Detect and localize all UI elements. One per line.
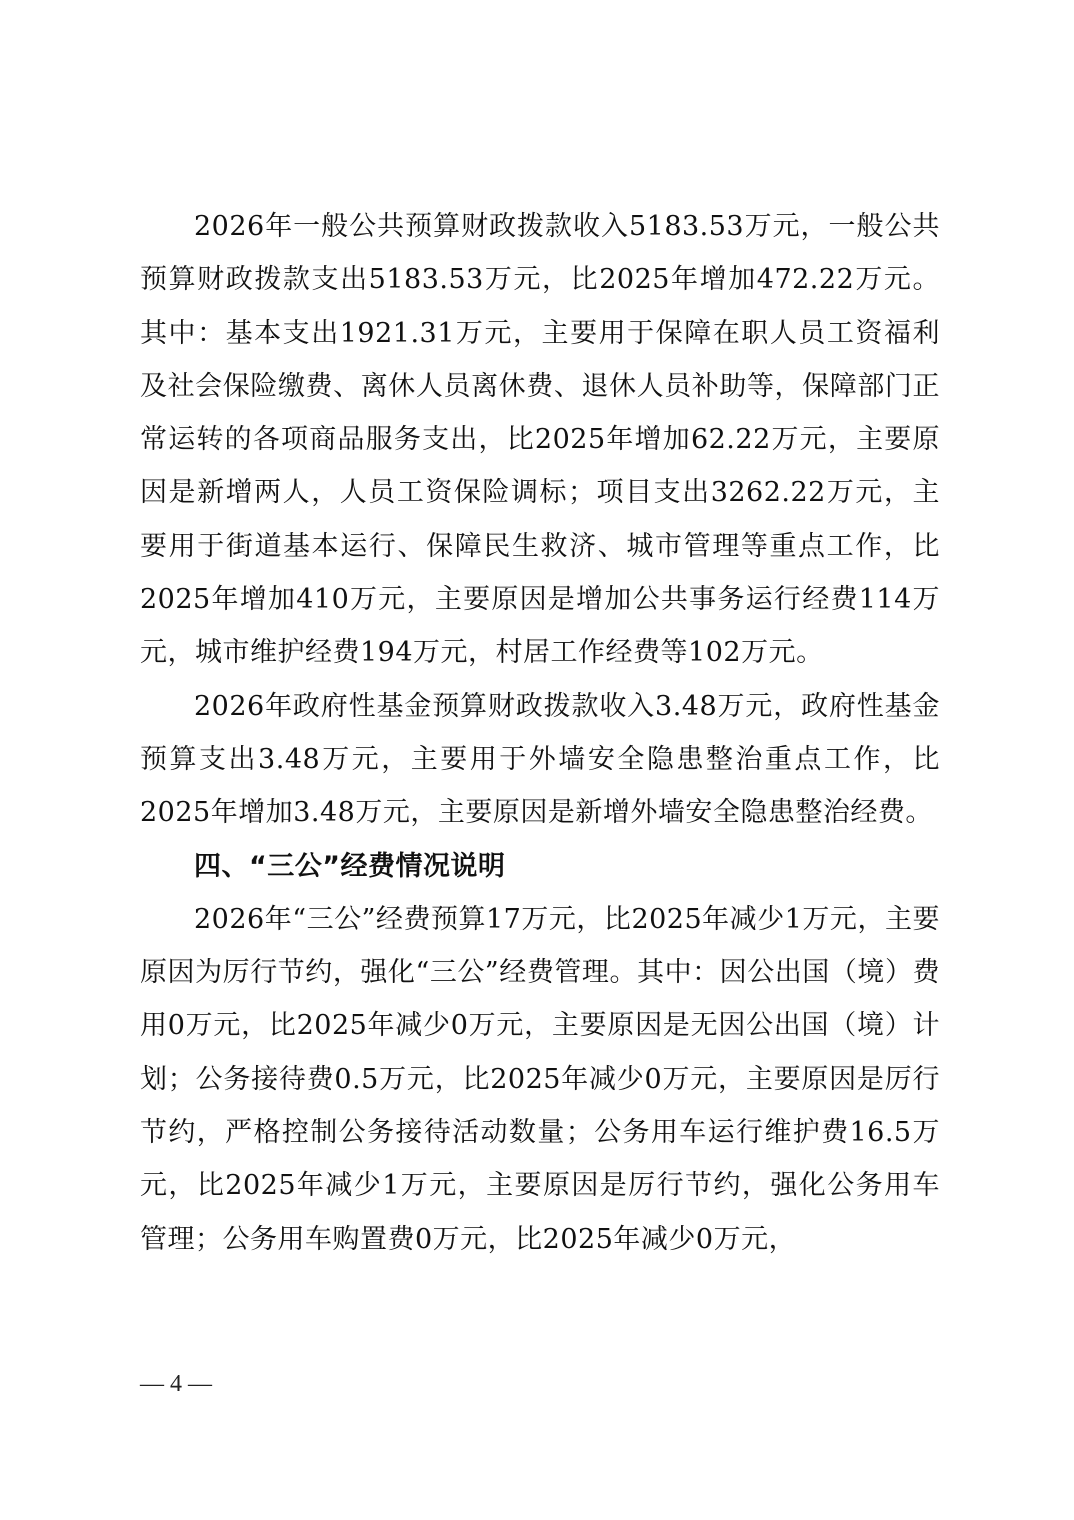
paragraph-government-fund-budget: 2026年政府性基金预算财政拨款收入3.48万元，政府性基金预算支出3.48万元，主要用于外墙安全隐患整治重点工作，比2025年增加3.48万元，主要原因是新增外墙安全隐患整治经费。 xyxy=(140,690,940,829)
paragraph-general-budget: 2026年一般公共预算财政拨款收入5183.53万元，一般公共预算财政拨款支出5183.53万元，比2025年增加472.22万元。其中：基本支出1921.31万元，主要用于保障在职人员工资福利及社会保险缴费、离休人员离休费、退休人员补助等，保障部门正常运转的各项商品服务支出，比2025年增加62.22万元，主要原因是新增两人，人员工资保险调标；项目支出3262.22万元，主要用于街道基本运行、保障民生救济、城市管理等重点工作，比2025年增加410万元，主要原因是增加公共事务运行经费114万元，城市维护经费194万元，村居工作经费等102万元。 xyxy=(140,211,940,669)
section-heading-three-public-expenses: 四、“三公”经费情况说明 xyxy=(194,850,506,882)
paragraph-three-public-expenses: 2026年“三公”经费预算17万元，比2025年减少1万元，主要原因为厉行节约，强化“三公”经费管理。其中：因公出国（境）费用0万元，比2025年减少0万元，主要原因是无因公出国（境）计划；公务接待费0.5万元，比2025年减少0万元，主要原因是厉行节约，严格控制公务接待活动数量；公务用车运行维护费16.5万元，比2025年减少1万元，主要原因是厉行节约，强化公务用车管理；公务用车购置费0万元，比2025年减少0万元， xyxy=(140,903,940,1255)
document-body xyxy=(140,200,940,1266)
page-number: — 4 — xyxy=(140,1371,212,1397)
